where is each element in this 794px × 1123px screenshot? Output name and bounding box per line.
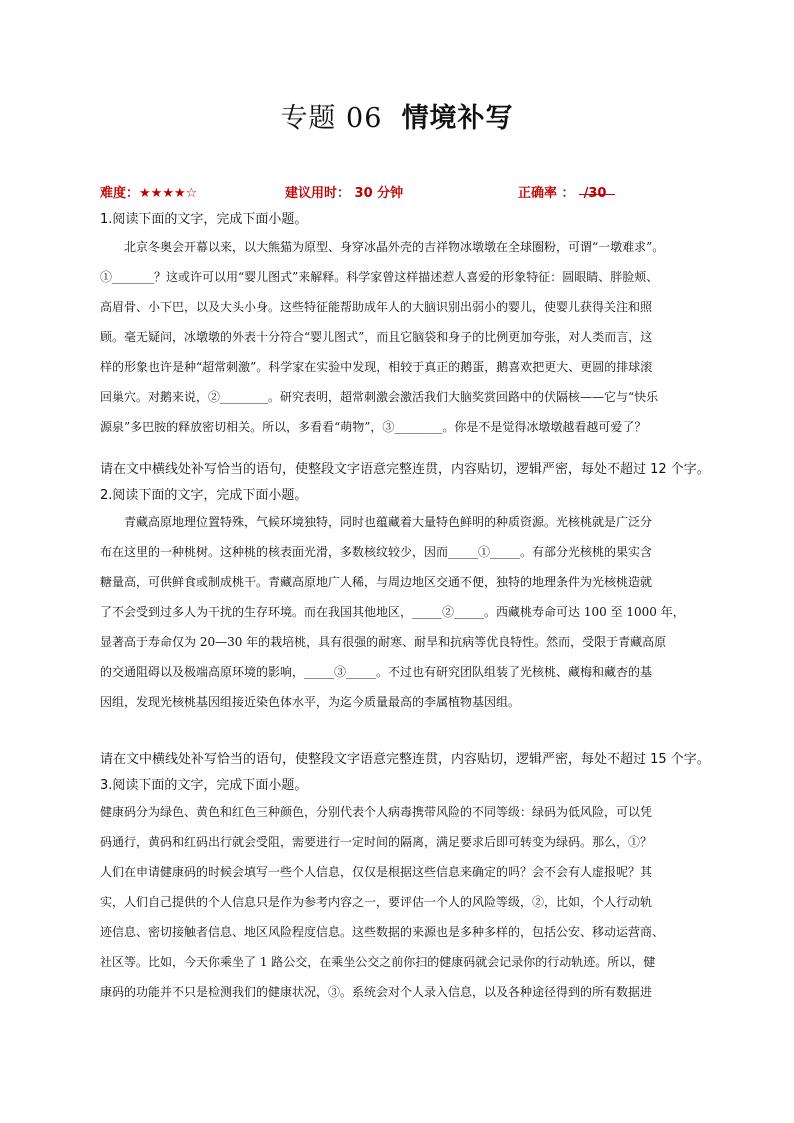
q1-instruction: 请在文中横线处补写恰当的语句，使整段文字语意完整连贯，内容贴切，逻辑严密，每处不超过 12 个字。 xyxy=(100,462,710,477)
q3-line: 实，人们自己提供的个人信息只是作为参考内容之一，要评估一个人的风险等级，②，比如，个人行动轨 xyxy=(100,895,653,909)
q3-line: 健康码分为绿色、黄色和红色三种颜色，分别代表个人病毒携带风险的不同等级：绿码为低风险，可以凭 xyxy=(100,805,653,819)
difficulty-stars: ★★★★☆ xyxy=(139,186,198,201)
q3-header: 3.阅读下面的文字，完成下面小题。 xyxy=(100,778,308,793)
q3-line: 码通行，黄码和红码出行就会受阻，需要进行一定时间的隔离，满足要求后即可转变为绿码。那么，①？ xyxy=(100,835,653,849)
q3-line: 康码的功能并不只是检测我们的健康状况，③。系统会对个人录入信息，以及各种途径得到的所有数据进 xyxy=(100,985,653,999)
time-label: 建议用时： xyxy=(285,186,351,201)
accuracy xyxy=(518,182,606,201)
q2-line: 的交通阻碍以及极端高原环境的影响，_____③_____。不过也有研究团队组装了光核桃、藏梅和藏杏的基 xyxy=(100,665,653,679)
title-bold: 情境补写 xyxy=(401,103,514,134)
accuracy-label: 正确率 ： xyxy=(518,186,575,201)
q2-instruction: 请在文中横线处补写恰当的语句，使整段文字语意完整连贯，内容贴切，逻辑严密，每处不超过 15 个字。 xyxy=(100,752,710,767)
q1-line: 北京冬奥会开幕以来，以大熊猫为原型、身穿冰晶外壳的吉祥物冰墩墩在全球圈粉，可谓“一墩难求”。 xyxy=(124,240,665,254)
q3-passage xyxy=(100,797,706,1007)
q2-line: 因组，发现光核桃基因组接近染色体水平，为迄今质量最高的李属植物基因组。 xyxy=(100,695,521,709)
q1-header: 1.阅读下面的文字，完成下面小题。 xyxy=(100,212,308,227)
time-value: 30 分钟 xyxy=(354,186,404,201)
q3-line: 人们在申请健康码的时候会填写一些个人信息，仅仅是根据这些信息来确定的吗？会不会有人虚报呢？其 xyxy=(100,865,653,879)
q3-line: 社区等。比如，今天你乘坐了 1 路公交，在乘坐公交之前你扫的健康码就会记录你的行动轨迹。所以，健 xyxy=(100,955,656,969)
q2-passage xyxy=(100,507,706,717)
accuracy-blank[interactable] xyxy=(579,182,615,195)
q2-line: 显著高于寿命仅为 20—30 年的栽培桃，具有很强的耐寒、耐旱和抗病等优良特性。然而，受限于青藏高原 xyxy=(100,635,667,649)
time xyxy=(285,182,403,201)
difficulty-label: 难度： xyxy=(100,186,140,201)
q1-line: 样的形象也许是种“超常刺激”。科学家在实验中发现，相较于真正的鹅蛋，鹅喜欢把更大、更圆的排球滚 xyxy=(100,360,653,374)
title-main: 专题 06 xyxy=(280,103,383,134)
q1-line: ①_______？这或许可以用“婴儿图式”来解释。科学家曾这样描述惹人喜爱的形象特征：圆眼睛、胖脸颊、 xyxy=(100,270,659,284)
q2-line: 青藏高原地理位置特殊，气候环境独特，同时也蕴藏着大量特色鲜明的种质资源。光核桃就是广泛分 xyxy=(124,515,653,529)
q3-line: 迹信息、密切接触者信息、地区风险程度信息。这些数据的来源也是多种多样的，包括公安、移动运营商、 xyxy=(100,925,665,939)
q1-line: 回巢穴。对鹅来说，②________。研究表明，超常刺激会激活我们大脑奖赏回路中的伏隔核——它与“快乐 xyxy=(100,390,659,404)
accuracy-total: /30 xyxy=(583,186,607,201)
q2-line: 布在这里的一种桃树。这种桃的核表面光滑，多数核纹较少，因而_____①_____。有部分光核桃的果实含 xyxy=(100,545,653,559)
q2-header: 2.阅读下面的文字，完成下面小题。 xyxy=(100,488,308,503)
q2-line: 糖量高，可供鲜食或制成桃干。青藏高原地广人稀，与周边地区交通不便，独特的地理条件为光核桃造就 xyxy=(100,575,653,589)
page-title xyxy=(0,96,794,135)
meta-bar xyxy=(100,182,700,200)
q1-line: 顾。毫无疑问，冰墩墩的外表十分符合“婴儿图式”，而且它脑袋和身子的比例更加夸张，对人类而言，这 xyxy=(100,330,653,344)
q1-line: 源泉”多巴胺的释放密切相关。所以，多看看“萌物”，③________。你是不是觉得冰墩墩越看越可爱了？ xyxy=(100,420,647,434)
difficulty xyxy=(100,182,197,201)
q1-line: 高眉骨、小下巴，以及大头小身。这些特征能帮助成年人的大脑识别出弱小的婴儿，使婴儿获得关注和照 xyxy=(100,300,653,314)
q2-line: 了不会受到过多人为干扰的生存环境。而在我国其他地区，_____②_____。西藏桃寿命可达 100 至 1000 年， xyxy=(100,605,685,619)
q1-passage xyxy=(100,232,706,442)
